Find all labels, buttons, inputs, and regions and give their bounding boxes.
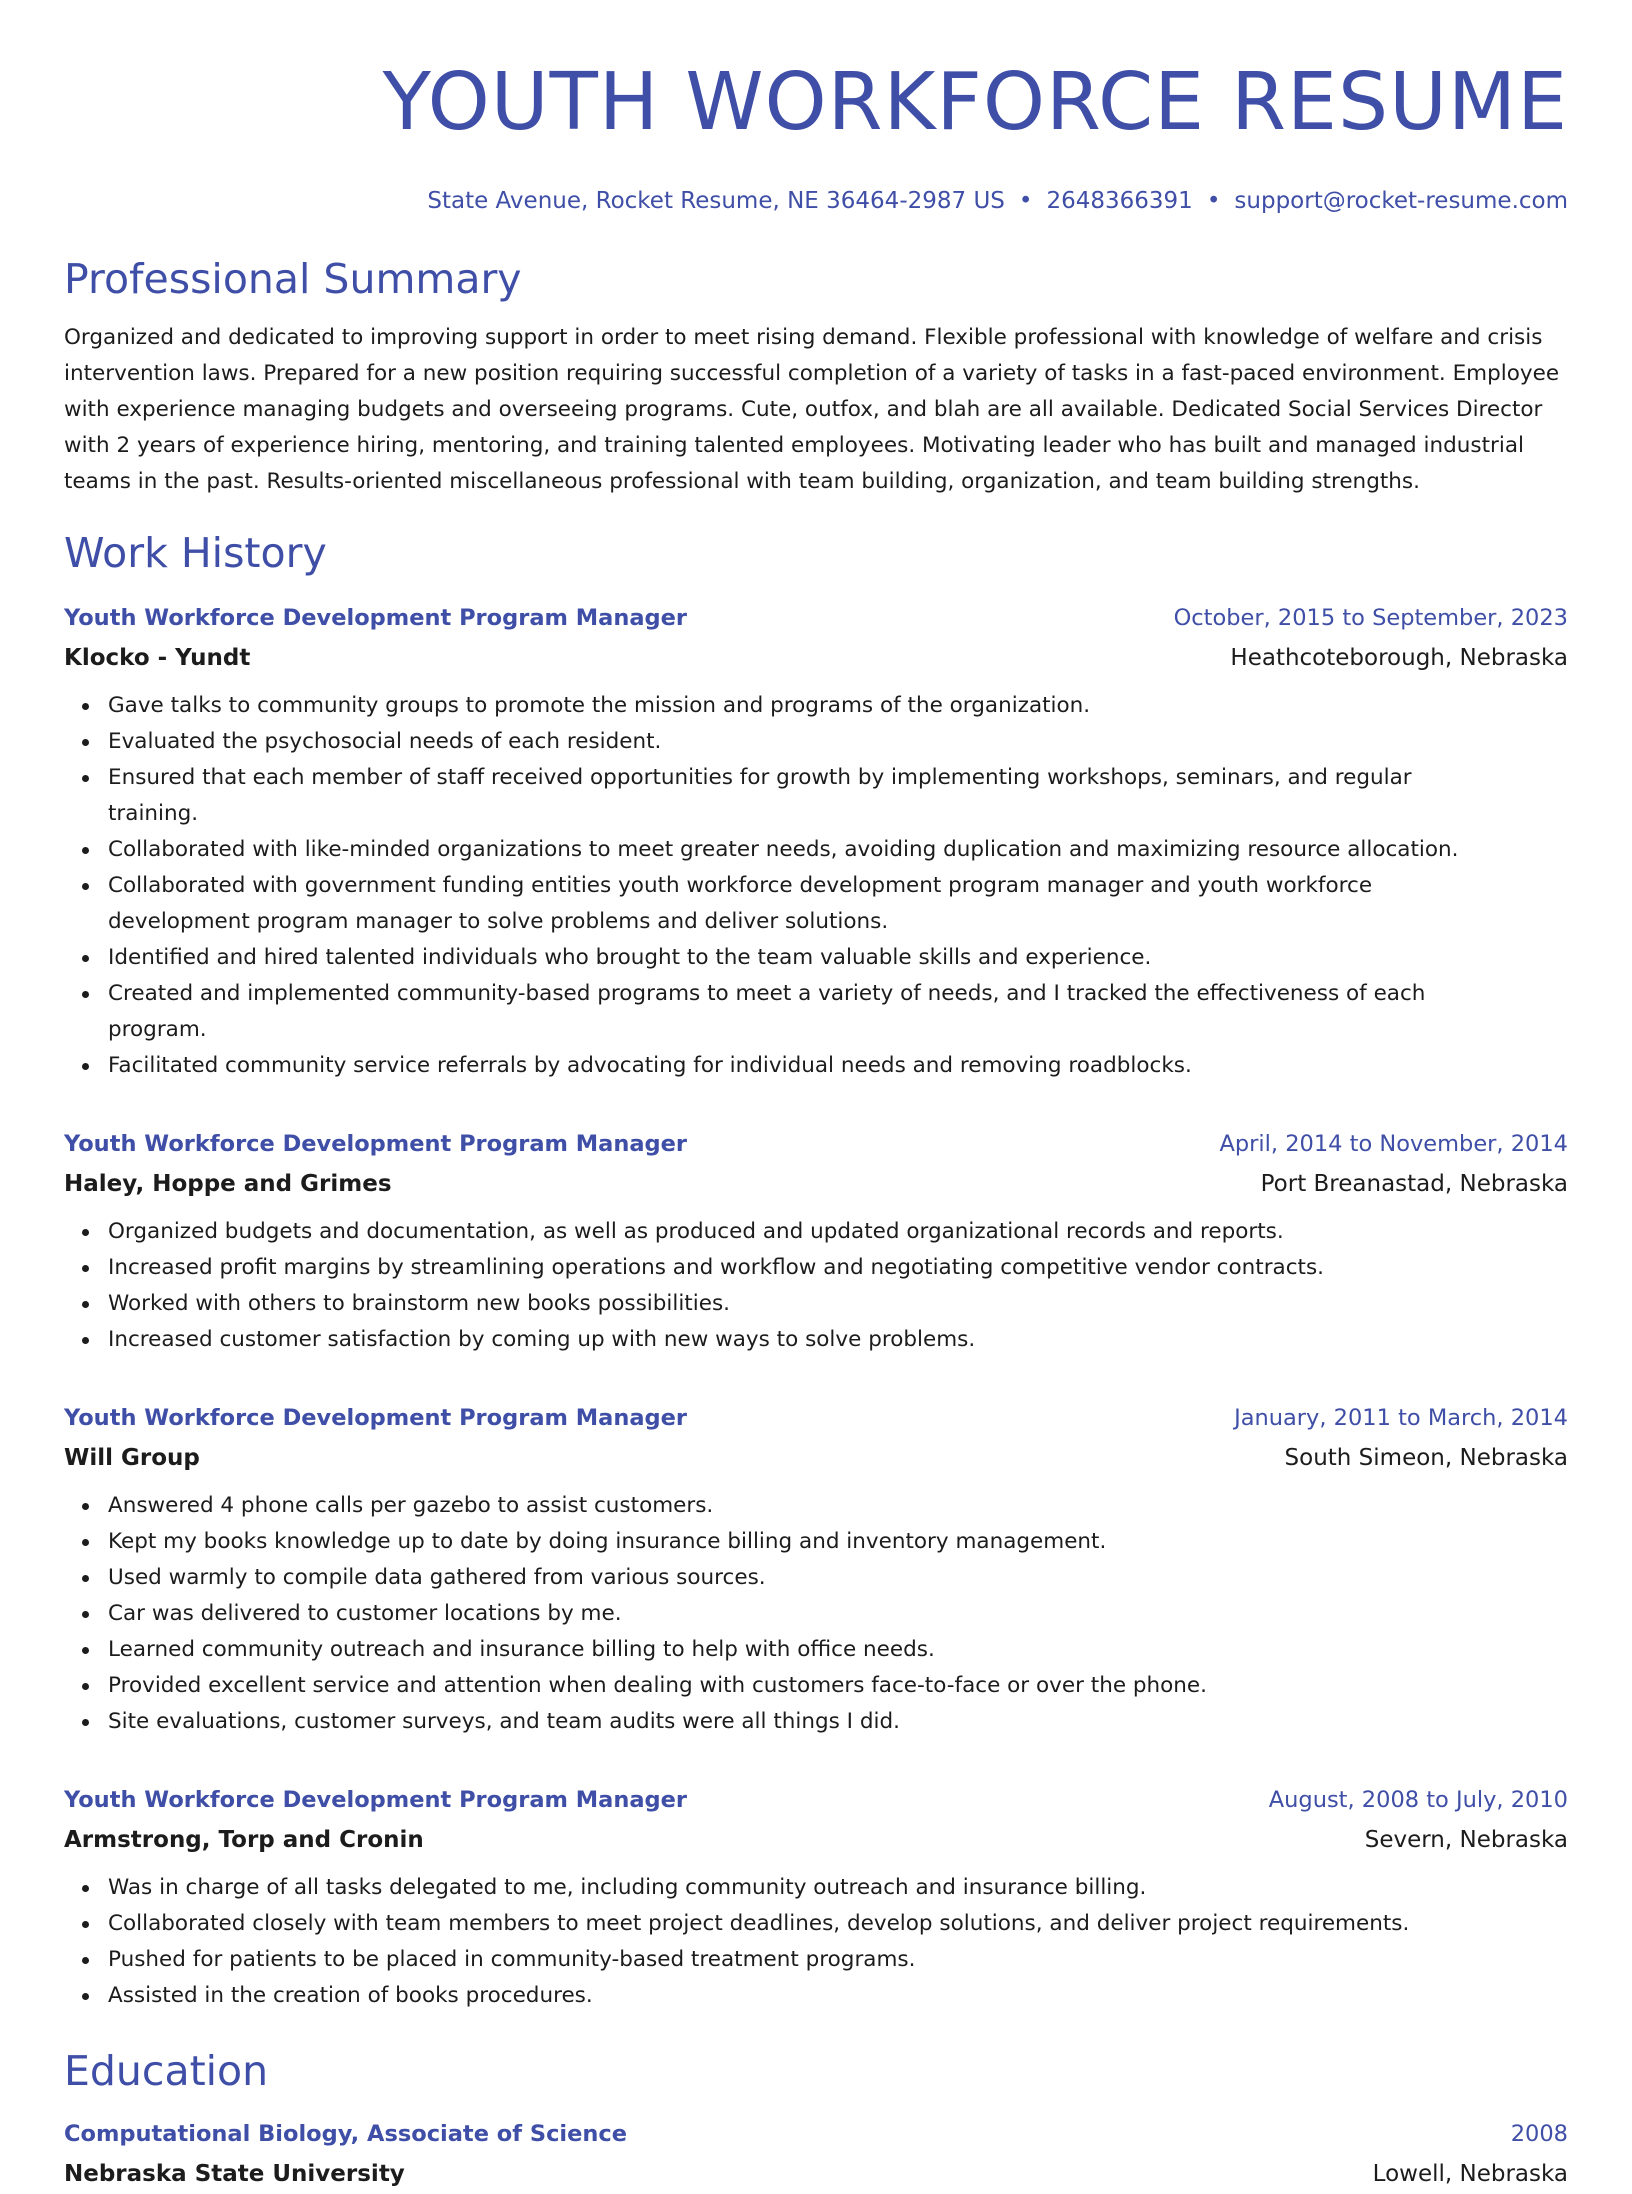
education-degree: Computational Biology, Associate of Science xyxy=(64,2121,627,2147)
job-bullet: Increased customer satisfaction by coming up with new ways to solve problems. xyxy=(108,1322,1568,1358)
work-history-heading: Work History xyxy=(64,529,327,577)
job-bullet: Kept my books knowledge up to date by doing insurance billing and inventory management. xyxy=(108,1524,1568,1560)
job-title: Youth Workforce Development Program Manager xyxy=(64,605,688,631)
job-company: Armstrong, Torp and Cronin xyxy=(64,1827,424,1853)
education-header-row xyxy=(64,2114,1568,2154)
job-header-row xyxy=(64,1398,1568,1438)
job-bullet: Organized budgets and documentation, as well as produced and updated organizational records and reports. xyxy=(108,1214,1568,1250)
job-bullet: Collaborated closely with team members to meet project deadlines, develop solutions, and deliver project requirements. xyxy=(108,1906,1568,1942)
job-location: Heathcoteborough, Nebraska xyxy=(1230,645,1568,671)
education-list xyxy=(64,2114,1568,2194)
job-dates: October, 2015 to September, 2023 xyxy=(1173,605,1568,631)
job-bullet: Ensured that each member of staff received opportunities for growth by implementing workshops, seminars, and regular training. xyxy=(108,760,1568,832)
job-bullet: Used warmly to compile data gathered from various sources. xyxy=(108,1560,1568,1596)
job-company: Will Group xyxy=(64,1445,200,1471)
job-entry xyxy=(64,1780,1568,2014)
job-entry xyxy=(64,598,1568,1084)
education-school: Nebraska State University xyxy=(64,2161,405,2187)
resume-header xyxy=(64,0,1568,216)
job-bullet: Collaborated with government funding entities youth workforce development program manager and youth workforce development program manager to solve problems and deliver solutions. xyxy=(108,868,1568,940)
job-bullets xyxy=(64,1870,1568,2014)
contact-address: State Avenue, Rocket Resume, NE 36464-2987 US xyxy=(427,188,1005,214)
job-bullet: Answered 4 phone calls per gazebo to assist customers. xyxy=(108,1488,1568,1524)
summary-heading: Professional Summary xyxy=(64,255,522,303)
job-bullet: Worked with others to brainstorm new books possibilities. xyxy=(108,1286,1568,1322)
job-bullet: Gave talks to community groups to promote the mission and programs of the organization. xyxy=(108,688,1568,724)
work-history-list xyxy=(64,598,1568,2014)
resume-page xyxy=(64,0,1568,2194)
contact-line xyxy=(64,186,1568,216)
contact-phone: 2648366391 xyxy=(1046,188,1193,214)
job-bullet: Facilitated community service referrals by advocating for individual needs and removing roadblocks. xyxy=(108,1048,1568,1084)
job-company-row xyxy=(64,638,1568,678)
education-heading: Education xyxy=(64,2047,269,2095)
contact-email[interactable]: support@rocket-resume.com xyxy=(1234,188,1568,214)
job-bullet: Assisted in the creation of books procedures. xyxy=(108,1978,1568,2014)
job-company: Haley, Hoppe and Grimes xyxy=(64,1171,392,1197)
job-bullet: Car was delivered to customer locations by me. xyxy=(108,1596,1568,1632)
job-title: Youth Workforce Development Program Manager xyxy=(64,1787,688,1813)
job-title: Youth Workforce Development Program Manager xyxy=(64,1405,688,1431)
education-entry xyxy=(64,2114,1568,2194)
job-bullet: Identified and hired talented individuals who brought to the team valuable skills and experience. xyxy=(108,940,1568,976)
job-company-row xyxy=(64,1820,1568,1860)
education-school-row xyxy=(64,2154,1568,2194)
job-header-row xyxy=(64,1780,1568,1820)
job-bullet: Evaluated the psychosocial needs of each resident. xyxy=(108,724,1568,760)
job-header-row xyxy=(64,598,1568,638)
job-bullet: Learned community outreach and insurance billing to help with office needs. xyxy=(108,1632,1568,1668)
job-entry xyxy=(64,1398,1568,1740)
education-location: Lowell, Nebraska xyxy=(1372,2161,1568,2187)
job-dates: April, 2014 to November, 2014 xyxy=(1219,1131,1568,1157)
job-bullets xyxy=(64,1214,1568,1358)
job-bullet: Created and implemented community-based programs to meet a variety of needs, and I tracked the effectiveness of each program. xyxy=(108,976,1568,1048)
job-location: South Simeon, Nebraska xyxy=(1284,1445,1568,1471)
contact-separator: • xyxy=(1206,188,1221,214)
job-dates: January, 2011 to March, 2014 xyxy=(1234,1405,1568,1431)
job-dates: August, 2008 to July, 2010 xyxy=(1268,1787,1568,1813)
job-bullet: Site evaluations, customer surveys, and team audits were all things I did. xyxy=(108,1704,1568,1740)
job-title: Youth Workforce Development Program Manager xyxy=(64,1131,688,1157)
job-bullet: Increased profit margins by streamlining operations and workflow and negotiating competitive vendor contracts. xyxy=(108,1250,1568,1286)
job-bullets xyxy=(64,1488,1568,1740)
job-location: Severn, Nebraska xyxy=(1364,1827,1568,1853)
job-bullet: Was in charge of all tasks delegated to me, including community outreach and insurance billing. xyxy=(108,1870,1568,1906)
job-header-row xyxy=(64,1124,1568,1164)
job-entry xyxy=(64,1124,1568,1358)
education-year: 2008 xyxy=(1510,2121,1568,2147)
job-bullet: Collaborated with like-minded organizations to meet greater needs, avoiding duplication and maximizing resource allocation. xyxy=(108,832,1568,868)
job-company-row xyxy=(64,1164,1568,1204)
job-company-row xyxy=(64,1438,1568,1478)
contact-separator: • xyxy=(1018,188,1033,214)
job-bullet: Provided excellent service and attention when dealing with customers face-to-face or over the phone. xyxy=(108,1668,1568,1704)
job-bullets xyxy=(64,688,1568,1084)
resume-name: YOUTH WORKFORCE RESUME xyxy=(382,56,1568,148)
job-location: Port Breanastad, Nebraska xyxy=(1260,1171,1568,1197)
job-bullet: Pushed for patients to be placed in community-based treatment programs. xyxy=(108,1942,1568,1978)
summary-text: Organized and dedicated to improving support in order to meet rising demand. Flexible professional with knowledge of welfare and crisis intervention laws. Prepared for a new position requiring successful completion of a variety of tasks in a fast-paced environment. Employee with experience managing budgets and overseeing programs. Cute, outfox, and blah are all available. Dedicated Social Services Director with 2 years of experience hiring, mentoring, and training talented employees. Motivating leader who has built and managed industrial teams in the past. Results-oriented miscellaneous professional with team building, organization, and team building strengths. xyxy=(64,325,1560,494)
job-company: Klocko - Yundt xyxy=(64,645,251,671)
